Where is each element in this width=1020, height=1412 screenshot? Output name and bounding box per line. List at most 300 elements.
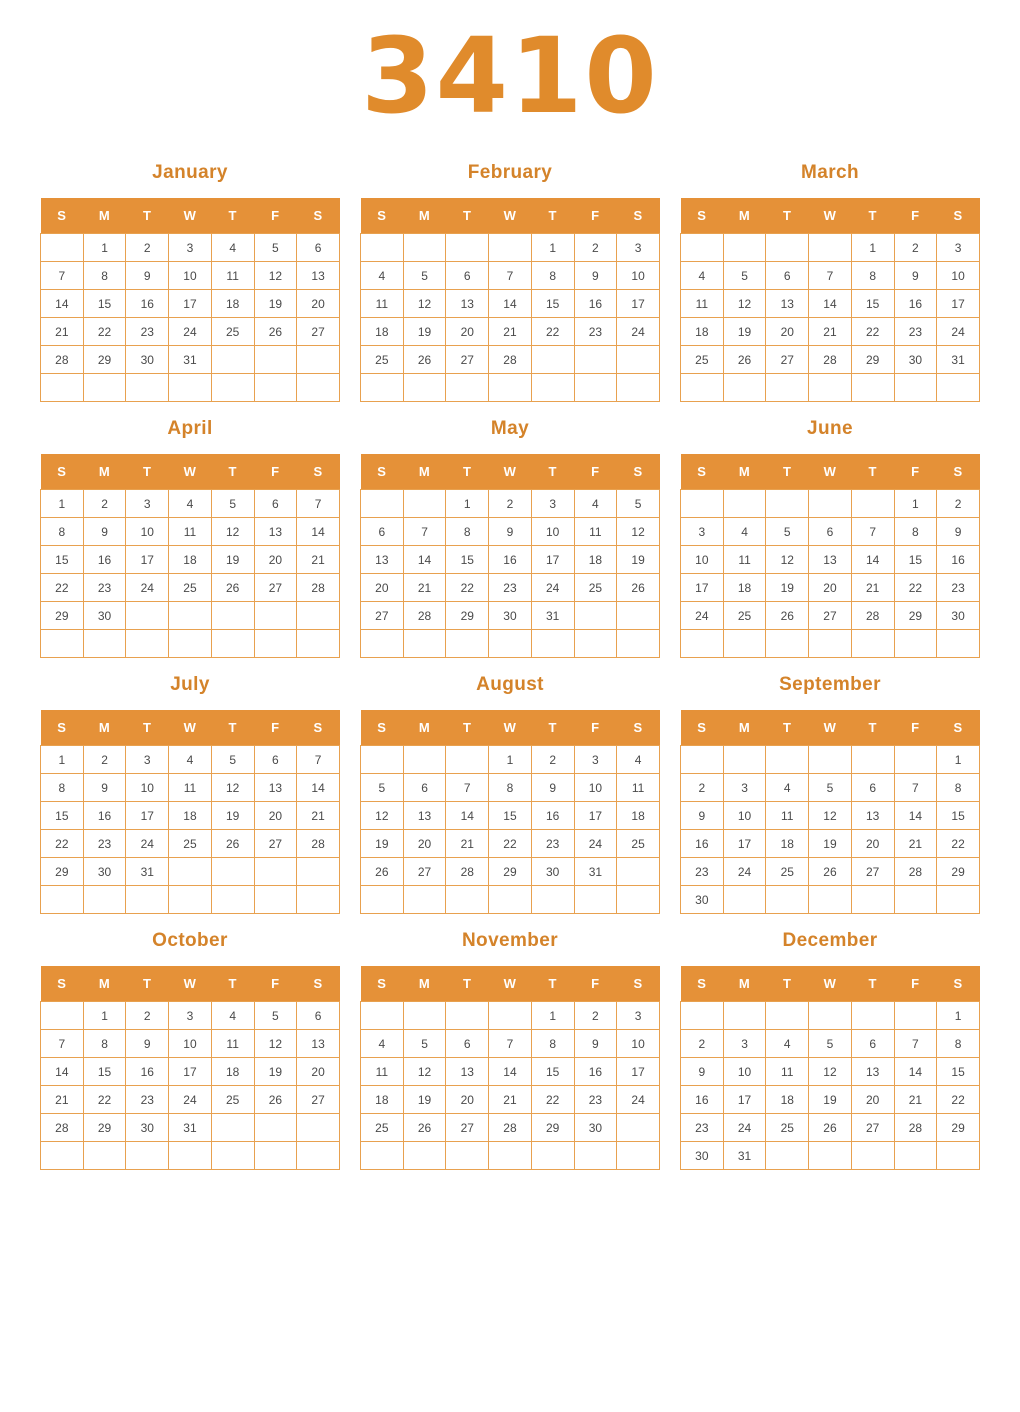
- day-cell[interactable]: 25: [681, 346, 724, 374]
- day-cell[interactable]: 24: [574, 830, 617, 858]
- day-cell[interactable]: 14: [489, 1058, 532, 1086]
- day-cell[interactable]: 8: [937, 774, 980, 802]
- day-cell[interactable]: 8: [531, 262, 574, 290]
- day-cell[interactable]: 30: [681, 1142, 724, 1170]
- day-cell[interactable]: 18: [574, 546, 617, 574]
- day-cell[interactable]: 11: [766, 802, 809, 830]
- day-cell[interactable]: 8: [41, 518, 84, 546]
- day-cell[interactable]: 9: [681, 1058, 724, 1086]
- day-cell[interactable]: 2: [937, 490, 980, 518]
- day-cell[interactable]: 11: [361, 1058, 404, 1086]
- day-cell[interactable]: 21: [489, 318, 532, 346]
- day-cell[interactable]: 20: [851, 1086, 894, 1114]
- day-cell[interactable]: 14: [489, 290, 532, 318]
- day-cell[interactable]: 9: [126, 1030, 169, 1058]
- day-cell[interactable]: 4: [361, 1030, 404, 1058]
- day-cell[interactable]: 7: [851, 518, 894, 546]
- day-cell[interactable]: 5: [254, 1002, 297, 1030]
- day-cell[interactable]: 28: [894, 858, 937, 886]
- day-cell[interactable]: 12: [361, 802, 404, 830]
- day-cell[interactable]: 24: [681, 602, 724, 630]
- day-cell[interactable]: 3: [169, 1002, 212, 1030]
- day-cell[interactable]: 28: [41, 346, 84, 374]
- day-cell[interactable]: 27: [403, 858, 446, 886]
- day-cell[interactable]: 3: [617, 1002, 660, 1030]
- day-cell[interactable]: 24: [169, 318, 212, 346]
- day-cell[interactable]: 29: [41, 602, 84, 630]
- day-cell[interactable]: 4: [361, 262, 404, 290]
- day-cell[interactable]: 30: [126, 1114, 169, 1142]
- day-cell[interactable]: 6: [254, 490, 297, 518]
- day-cell[interactable]: 7: [809, 262, 852, 290]
- day-cell[interactable]: 24: [169, 1086, 212, 1114]
- day-cell[interactable]: 22: [531, 318, 574, 346]
- day-cell[interactable]: 25: [211, 318, 254, 346]
- day-cell[interactable]: 3: [723, 1030, 766, 1058]
- day-cell[interactable]: 25: [169, 830, 212, 858]
- day-cell[interactable]: 19: [809, 830, 852, 858]
- day-cell[interactable]: 9: [489, 518, 532, 546]
- day-cell[interactable]: 27: [297, 318, 340, 346]
- day-cell[interactable]: 30: [681, 886, 724, 914]
- day-cell[interactable]: 30: [126, 346, 169, 374]
- day-cell[interactable]: 12: [254, 1030, 297, 1058]
- day-cell[interactable]: 22: [851, 318, 894, 346]
- day-cell[interactable]: 9: [574, 1030, 617, 1058]
- day-cell[interactable]: 16: [531, 802, 574, 830]
- day-cell[interactable]: 7: [297, 490, 340, 518]
- day-cell[interactable]: 20: [297, 1058, 340, 1086]
- day-cell[interactable]: 9: [574, 262, 617, 290]
- day-cell[interactable]: 7: [489, 262, 532, 290]
- day-cell[interactable]: 23: [681, 858, 724, 886]
- day-cell[interactable]: 23: [126, 318, 169, 346]
- day-cell[interactable]: 3: [169, 234, 212, 262]
- day-cell[interactable]: 9: [83, 518, 126, 546]
- day-cell[interactable]: 15: [851, 290, 894, 318]
- day-cell[interactable]: 23: [894, 318, 937, 346]
- day-cell[interactable]: 1: [937, 1002, 980, 1030]
- day-cell[interactable]: 19: [766, 574, 809, 602]
- day-cell[interactable]: 19: [211, 802, 254, 830]
- day-cell[interactable]: 12: [617, 518, 660, 546]
- day-cell[interactable]: 13: [361, 546, 404, 574]
- day-cell[interactable]: 16: [681, 830, 724, 858]
- day-cell[interactable]: 1: [851, 234, 894, 262]
- day-cell[interactable]: 27: [766, 346, 809, 374]
- day-cell[interactable]: 21: [894, 830, 937, 858]
- day-cell[interactable]: 21: [41, 1086, 84, 1114]
- day-cell[interactable]: 21: [489, 1086, 532, 1114]
- day-cell[interactable]: 28: [446, 858, 489, 886]
- day-cell[interactable]: 17: [169, 290, 212, 318]
- day-cell[interactable]: 26: [617, 574, 660, 602]
- day-cell[interactable]: 31: [937, 346, 980, 374]
- day-cell[interactable]: 28: [297, 574, 340, 602]
- day-cell[interactable]: 12: [766, 546, 809, 574]
- day-cell[interactable]: 13: [851, 1058, 894, 1086]
- day-cell[interactable]: 18: [766, 1086, 809, 1114]
- day-cell[interactable]: 2: [83, 490, 126, 518]
- day-cell[interactable]: 22: [531, 1086, 574, 1114]
- day-cell[interactable]: 17: [169, 1058, 212, 1086]
- day-cell[interactable]: 21: [894, 1086, 937, 1114]
- day-cell[interactable]: 20: [254, 802, 297, 830]
- day-cell[interactable]: 25: [211, 1086, 254, 1114]
- day-cell[interactable]: 22: [83, 318, 126, 346]
- day-cell[interactable]: 4: [169, 746, 212, 774]
- day-cell[interactable]: 26: [403, 346, 446, 374]
- day-cell[interactable]: 25: [361, 1114, 404, 1142]
- day-cell[interactable]: 5: [211, 490, 254, 518]
- day-cell[interactable]: 23: [681, 1114, 724, 1142]
- day-cell[interactable]: 29: [937, 1114, 980, 1142]
- day-cell[interactable]: 7: [446, 774, 489, 802]
- day-cell[interactable]: 31: [169, 1114, 212, 1142]
- day-cell[interactable]: 18: [169, 546, 212, 574]
- day-cell[interactable]: 31: [126, 858, 169, 886]
- day-cell[interactable]: 3: [937, 234, 980, 262]
- day-cell[interactable]: 25: [723, 602, 766, 630]
- day-cell[interactable]: 18: [361, 318, 404, 346]
- day-cell[interactable]: 10: [937, 262, 980, 290]
- day-cell[interactable]: 24: [937, 318, 980, 346]
- day-cell[interactable]: 27: [809, 602, 852, 630]
- day-cell[interactable]: 17: [723, 1086, 766, 1114]
- day-cell[interactable]: 4: [723, 518, 766, 546]
- day-cell[interactable]: 14: [41, 1058, 84, 1086]
- day-cell[interactable]: 16: [126, 1058, 169, 1086]
- day-cell[interactable]: 31: [169, 346, 212, 374]
- day-cell[interactable]: 25: [574, 574, 617, 602]
- day-cell[interactable]: 7: [41, 1030, 84, 1058]
- day-cell[interactable]: 27: [851, 858, 894, 886]
- day-cell[interactable]: 29: [937, 858, 980, 886]
- day-cell[interactable]: 19: [723, 318, 766, 346]
- day-cell[interactable]: 1: [41, 746, 84, 774]
- day-cell[interactable]: 26: [361, 858, 404, 886]
- day-cell[interactable]: 30: [894, 346, 937, 374]
- day-cell[interactable]: 29: [851, 346, 894, 374]
- day-cell[interactable]: 24: [617, 318, 660, 346]
- day-cell[interactable]: 2: [489, 490, 532, 518]
- day-cell[interactable]: 19: [617, 546, 660, 574]
- day-cell[interactable]: 16: [894, 290, 937, 318]
- day-cell[interactable]: 5: [809, 774, 852, 802]
- day-cell[interactable]: 15: [894, 546, 937, 574]
- day-cell[interactable]: 16: [489, 546, 532, 574]
- day-cell[interactable]: 12: [723, 290, 766, 318]
- day-cell[interactable]: 19: [403, 318, 446, 346]
- day-cell[interactable]: 20: [446, 318, 489, 346]
- day-cell[interactable]: 29: [83, 346, 126, 374]
- day-cell[interactable]: 13: [446, 290, 489, 318]
- day-cell[interactable]: 27: [254, 830, 297, 858]
- day-cell[interactable]: 30: [83, 602, 126, 630]
- day-cell[interactable]: 14: [851, 546, 894, 574]
- day-cell[interactable]: 4: [617, 746, 660, 774]
- day-cell[interactable]: 26: [403, 1114, 446, 1142]
- day-cell[interactable]: 10: [723, 1058, 766, 1086]
- day-cell[interactable]: 14: [297, 518, 340, 546]
- day-cell[interactable]: 14: [894, 802, 937, 830]
- day-cell[interactable]: 20: [766, 318, 809, 346]
- day-cell[interactable]: 8: [446, 518, 489, 546]
- day-cell[interactable]: 15: [937, 1058, 980, 1086]
- day-cell[interactable]: 11: [617, 774, 660, 802]
- day-cell[interactable]: 12: [211, 518, 254, 546]
- day-cell[interactable]: 1: [531, 234, 574, 262]
- day-cell[interactable]: 28: [489, 1114, 532, 1142]
- day-cell[interactable]: 29: [894, 602, 937, 630]
- day-cell[interactable]: 22: [937, 830, 980, 858]
- day-cell[interactable]: 15: [41, 546, 84, 574]
- day-cell[interactable]: 17: [617, 1058, 660, 1086]
- day-cell[interactable]: 5: [809, 1030, 852, 1058]
- day-cell[interactable]: 13: [766, 290, 809, 318]
- day-cell[interactable]: 5: [361, 774, 404, 802]
- day-cell[interactable]: 26: [254, 1086, 297, 1114]
- day-cell[interactable]: 19: [254, 1058, 297, 1086]
- day-cell[interactable]: 31: [574, 858, 617, 886]
- day-cell[interactable]: 2: [83, 746, 126, 774]
- day-cell[interactable]: 26: [211, 574, 254, 602]
- day-cell[interactable]: 19: [809, 1086, 852, 1114]
- day-cell[interactable]: 14: [403, 546, 446, 574]
- day-cell[interactable]: 14: [41, 290, 84, 318]
- day-cell[interactable]: 29: [446, 602, 489, 630]
- day-cell[interactable]: 16: [83, 546, 126, 574]
- day-cell[interactable]: 9: [894, 262, 937, 290]
- day-cell[interactable]: 1: [894, 490, 937, 518]
- day-cell[interactable]: 25: [169, 574, 212, 602]
- day-cell[interactable]: 6: [446, 262, 489, 290]
- day-cell[interactable]: 1: [83, 234, 126, 262]
- day-cell[interactable]: 5: [403, 262, 446, 290]
- day-cell[interactable]: 16: [681, 1086, 724, 1114]
- day-cell[interactable]: 19: [403, 1086, 446, 1114]
- day-cell[interactable]: 4: [574, 490, 617, 518]
- day-cell[interactable]: 6: [446, 1030, 489, 1058]
- day-cell[interactable]: 23: [83, 574, 126, 602]
- day-cell[interactable]: 22: [41, 830, 84, 858]
- day-cell[interactable]: 23: [489, 574, 532, 602]
- day-cell[interactable]: 12: [809, 1058, 852, 1086]
- day-cell[interactable]: 10: [126, 518, 169, 546]
- day-cell[interactable]: 6: [361, 518, 404, 546]
- day-cell[interactable]: 8: [851, 262, 894, 290]
- day-cell[interactable]: 3: [617, 234, 660, 262]
- day-cell[interactable]: 10: [617, 1030, 660, 1058]
- day-cell[interactable]: 8: [489, 774, 532, 802]
- day-cell[interactable]: 6: [851, 1030, 894, 1058]
- day-cell[interactable]: 27: [851, 1114, 894, 1142]
- day-cell[interactable]: 18: [617, 802, 660, 830]
- day-cell[interactable]: 16: [574, 1058, 617, 1086]
- day-cell[interactable]: 17: [126, 546, 169, 574]
- day-cell[interactable]: 18: [211, 1058, 254, 1086]
- day-cell[interactable]: 10: [617, 262, 660, 290]
- day-cell[interactable]: 13: [297, 262, 340, 290]
- day-cell[interactable]: 11: [723, 546, 766, 574]
- day-cell[interactable]: 22: [83, 1086, 126, 1114]
- day-cell[interactable]: 15: [83, 290, 126, 318]
- day-cell[interactable]: 21: [297, 802, 340, 830]
- day-cell[interactable]: 14: [894, 1058, 937, 1086]
- day-cell[interactable]: 30: [83, 858, 126, 886]
- day-cell[interactable]: 8: [937, 1030, 980, 1058]
- day-cell[interactable]: 11: [361, 290, 404, 318]
- day-cell[interactable]: 8: [531, 1030, 574, 1058]
- day-cell[interactable]: 20: [809, 574, 852, 602]
- day-cell[interactable]: 4: [211, 1002, 254, 1030]
- day-cell[interactable]: 13: [851, 802, 894, 830]
- day-cell[interactable]: 31: [723, 1142, 766, 1170]
- day-cell[interactable]: 4: [169, 490, 212, 518]
- day-cell[interactable]: 2: [126, 234, 169, 262]
- day-cell[interactable]: 31: [531, 602, 574, 630]
- day-cell[interactable]: 2: [681, 774, 724, 802]
- day-cell[interactable]: 15: [489, 802, 532, 830]
- day-cell[interactable]: 1: [446, 490, 489, 518]
- day-cell[interactable]: 6: [809, 518, 852, 546]
- day-cell[interactable]: 21: [851, 574, 894, 602]
- day-cell[interactable]: 28: [894, 1114, 937, 1142]
- day-cell[interactable]: 10: [531, 518, 574, 546]
- day-cell[interactable]: 21: [297, 546, 340, 574]
- day-cell[interactable]: 8: [41, 774, 84, 802]
- day-cell[interactable]: 4: [766, 774, 809, 802]
- day-cell[interactable]: 3: [126, 490, 169, 518]
- day-cell[interactable]: 23: [83, 830, 126, 858]
- day-cell[interactable]: 30: [489, 602, 532, 630]
- day-cell[interactable]: 9: [531, 774, 574, 802]
- day-cell[interactable]: 3: [531, 490, 574, 518]
- day-cell[interactable]: 25: [766, 858, 809, 886]
- day-cell[interactable]: 14: [297, 774, 340, 802]
- day-cell[interactable]: 22: [894, 574, 937, 602]
- day-cell[interactable]: 25: [361, 346, 404, 374]
- day-cell[interactable]: 23: [531, 830, 574, 858]
- day-cell[interactable]: 4: [681, 262, 724, 290]
- day-cell[interactable]: 5: [617, 490, 660, 518]
- day-cell[interactable]: 27: [254, 574, 297, 602]
- day-cell[interactable]: 27: [446, 346, 489, 374]
- day-cell[interactable]: 26: [723, 346, 766, 374]
- day-cell[interactable]: 18: [169, 802, 212, 830]
- day-cell[interactable]: 13: [809, 546, 852, 574]
- day-cell[interactable]: 1: [83, 1002, 126, 1030]
- day-cell[interactable]: 7: [297, 746, 340, 774]
- day-cell[interactable]: 3: [574, 746, 617, 774]
- day-cell[interactable]: 7: [41, 262, 84, 290]
- day-cell[interactable]: 24: [531, 574, 574, 602]
- day-cell[interactable]: 17: [681, 574, 724, 602]
- day-cell[interactable]: 15: [531, 1058, 574, 1086]
- day-cell[interactable]: 2: [126, 1002, 169, 1030]
- day-cell[interactable]: 10: [574, 774, 617, 802]
- day-cell[interactable]: 16: [126, 290, 169, 318]
- day-cell[interactable]: 14: [809, 290, 852, 318]
- day-cell[interactable]: 26: [211, 830, 254, 858]
- day-cell[interactable]: 2: [894, 234, 937, 262]
- day-cell[interactable]: 26: [254, 318, 297, 346]
- day-cell[interactable]: 13: [446, 1058, 489, 1086]
- day-cell[interactable]: 3: [681, 518, 724, 546]
- day-cell[interactable]: 13: [297, 1030, 340, 1058]
- day-cell[interactable]: 2: [574, 234, 617, 262]
- day-cell[interactable]: 27: [446, 1114, 489, 1142]
- day-cell[interactable]: 6: [297, 234, 340, 262]
- day-cell[interactable]: 7: [489, 1030, 532, 1058]
- day-cell[interactable]: 12: [809, 802, 852, 830]
- day-cell[interactable]: 20: [446, 1086, 489, 1114]
- day-cell[interactable]: 19: [211, 546, 254, 574]
- day-cell[interactable]: 18: [211, 290, 254, 318]
- day-cell[interactable]: 20: [297, 290, 340, 318]
- day-cell[interactable]: 20: [361, 574, 404, 602]
- day-cell[interactable]: 23: [574, 318, 617, 346]
- day-cell[interactable]: 10: [169, 262, 212, 290]
- day-cell[interactable]: 29: [83, 1114, 126, 1142]
- day-cell[interactable]: 9: [83, 774, 126, 802]
- day-cell[interactable]: 18: [723, 574, 766, 602]
- day-cell[interactable]: 13: [254, 518, 297, 546]
- day-cell[interactable]: 28: [809, 346, 852, 374]
- day-cell[interactable]: 16: [83, 802, 126, 830]
- day-cell[interactable]: 15: [83, 1058, 126, 1086]
- day-cell[interactable]: 18: [766, 830, 809, 858]
- day-cell[interactable]: 22: [41, 574, 84, 602]
- day-cell[interactable]: 30: [574, 1114, 617, 1142]
- day-cell[interactable]: 6: [297, 1002, 340, 1030]
- day-cell[interactable]: 11: [211, 1030, 254, 1058]
- day-cell[interactable]: 11: [574, 518, 617, 546]
- day-cell[interactable]: 29: [531, 1114, 574, 1142]
- day-cell[interactable]: 16: [937, 546, 980, 574]
- day-cell[interactable]: 6: [851, 774, 894, 802]
- day-cell[interactable]: 23: [937, 574, 980, 602]
- day-cell[interactable]: 11: [169, 774, 212, 802]
- day-cell[interactable]: 13: [254, 774, 297, 802]
- day-cell[interactable]: 5: [766, 518, 809, 546]
- day-cell[interactable]: 29: [489, 858, 532, 886]
- day-cell[interactable]: 12: [403, 1058, 446, 1086]
- day-cell[interactable]: 4: [211, 234, 254, 262]
- day-cell[interactable]: 2: [574, 1002, 617, 1030]
- day-cell[interactable]: 17: [723, 830, 766, 858]
- day-cell[interactable]: 5: [403, 1030, 446, 1058]
- day-cell[interactable]: 28: [851, 602, 894, 630]
- day-cell[interactable]: 10: [126, 774, 169, 802]
- day-cell[interactable]: 2: [531, 746, 574, 774]
- day-cell[interactable]: 26: [766, 602, 809, 630]
- day-cell[interactable]: 6: [766, 262, 809, 290]
- day-cell[interactable]: 7: [894, 1030, 937, 1058]
- day-cell[interactable]: 27: [361, 602, 404, 630]
- day-cell[interactable]: 24: [617, 1086, 660, 1114]
- day-cell[interactable]: 11: [766, 1058, 809, 1086]
- day-cell[interactable]: 17: [574, 802, 617, 830]
- day-cell[interactable]: 9: [126, 262, 169, 290]
- day-cell[interactable]: 11: [681, 290, 724, 318]
- day-cell[interactable]: 23: [574, 1086, 617, 1114]
- day-cell[interactable]: 24: [723, 1114, 766, 1142]
- day-cell[interactable]: 22: [489, 830, 532, 858]
- day-cell[interactable]: 24: [126, 574, 169, 602]
- day-cell[interactable]: 28: [403, 602, 446, 630]
- day-cell[interactable]: 18: [361, 1086, 404, 1114]
